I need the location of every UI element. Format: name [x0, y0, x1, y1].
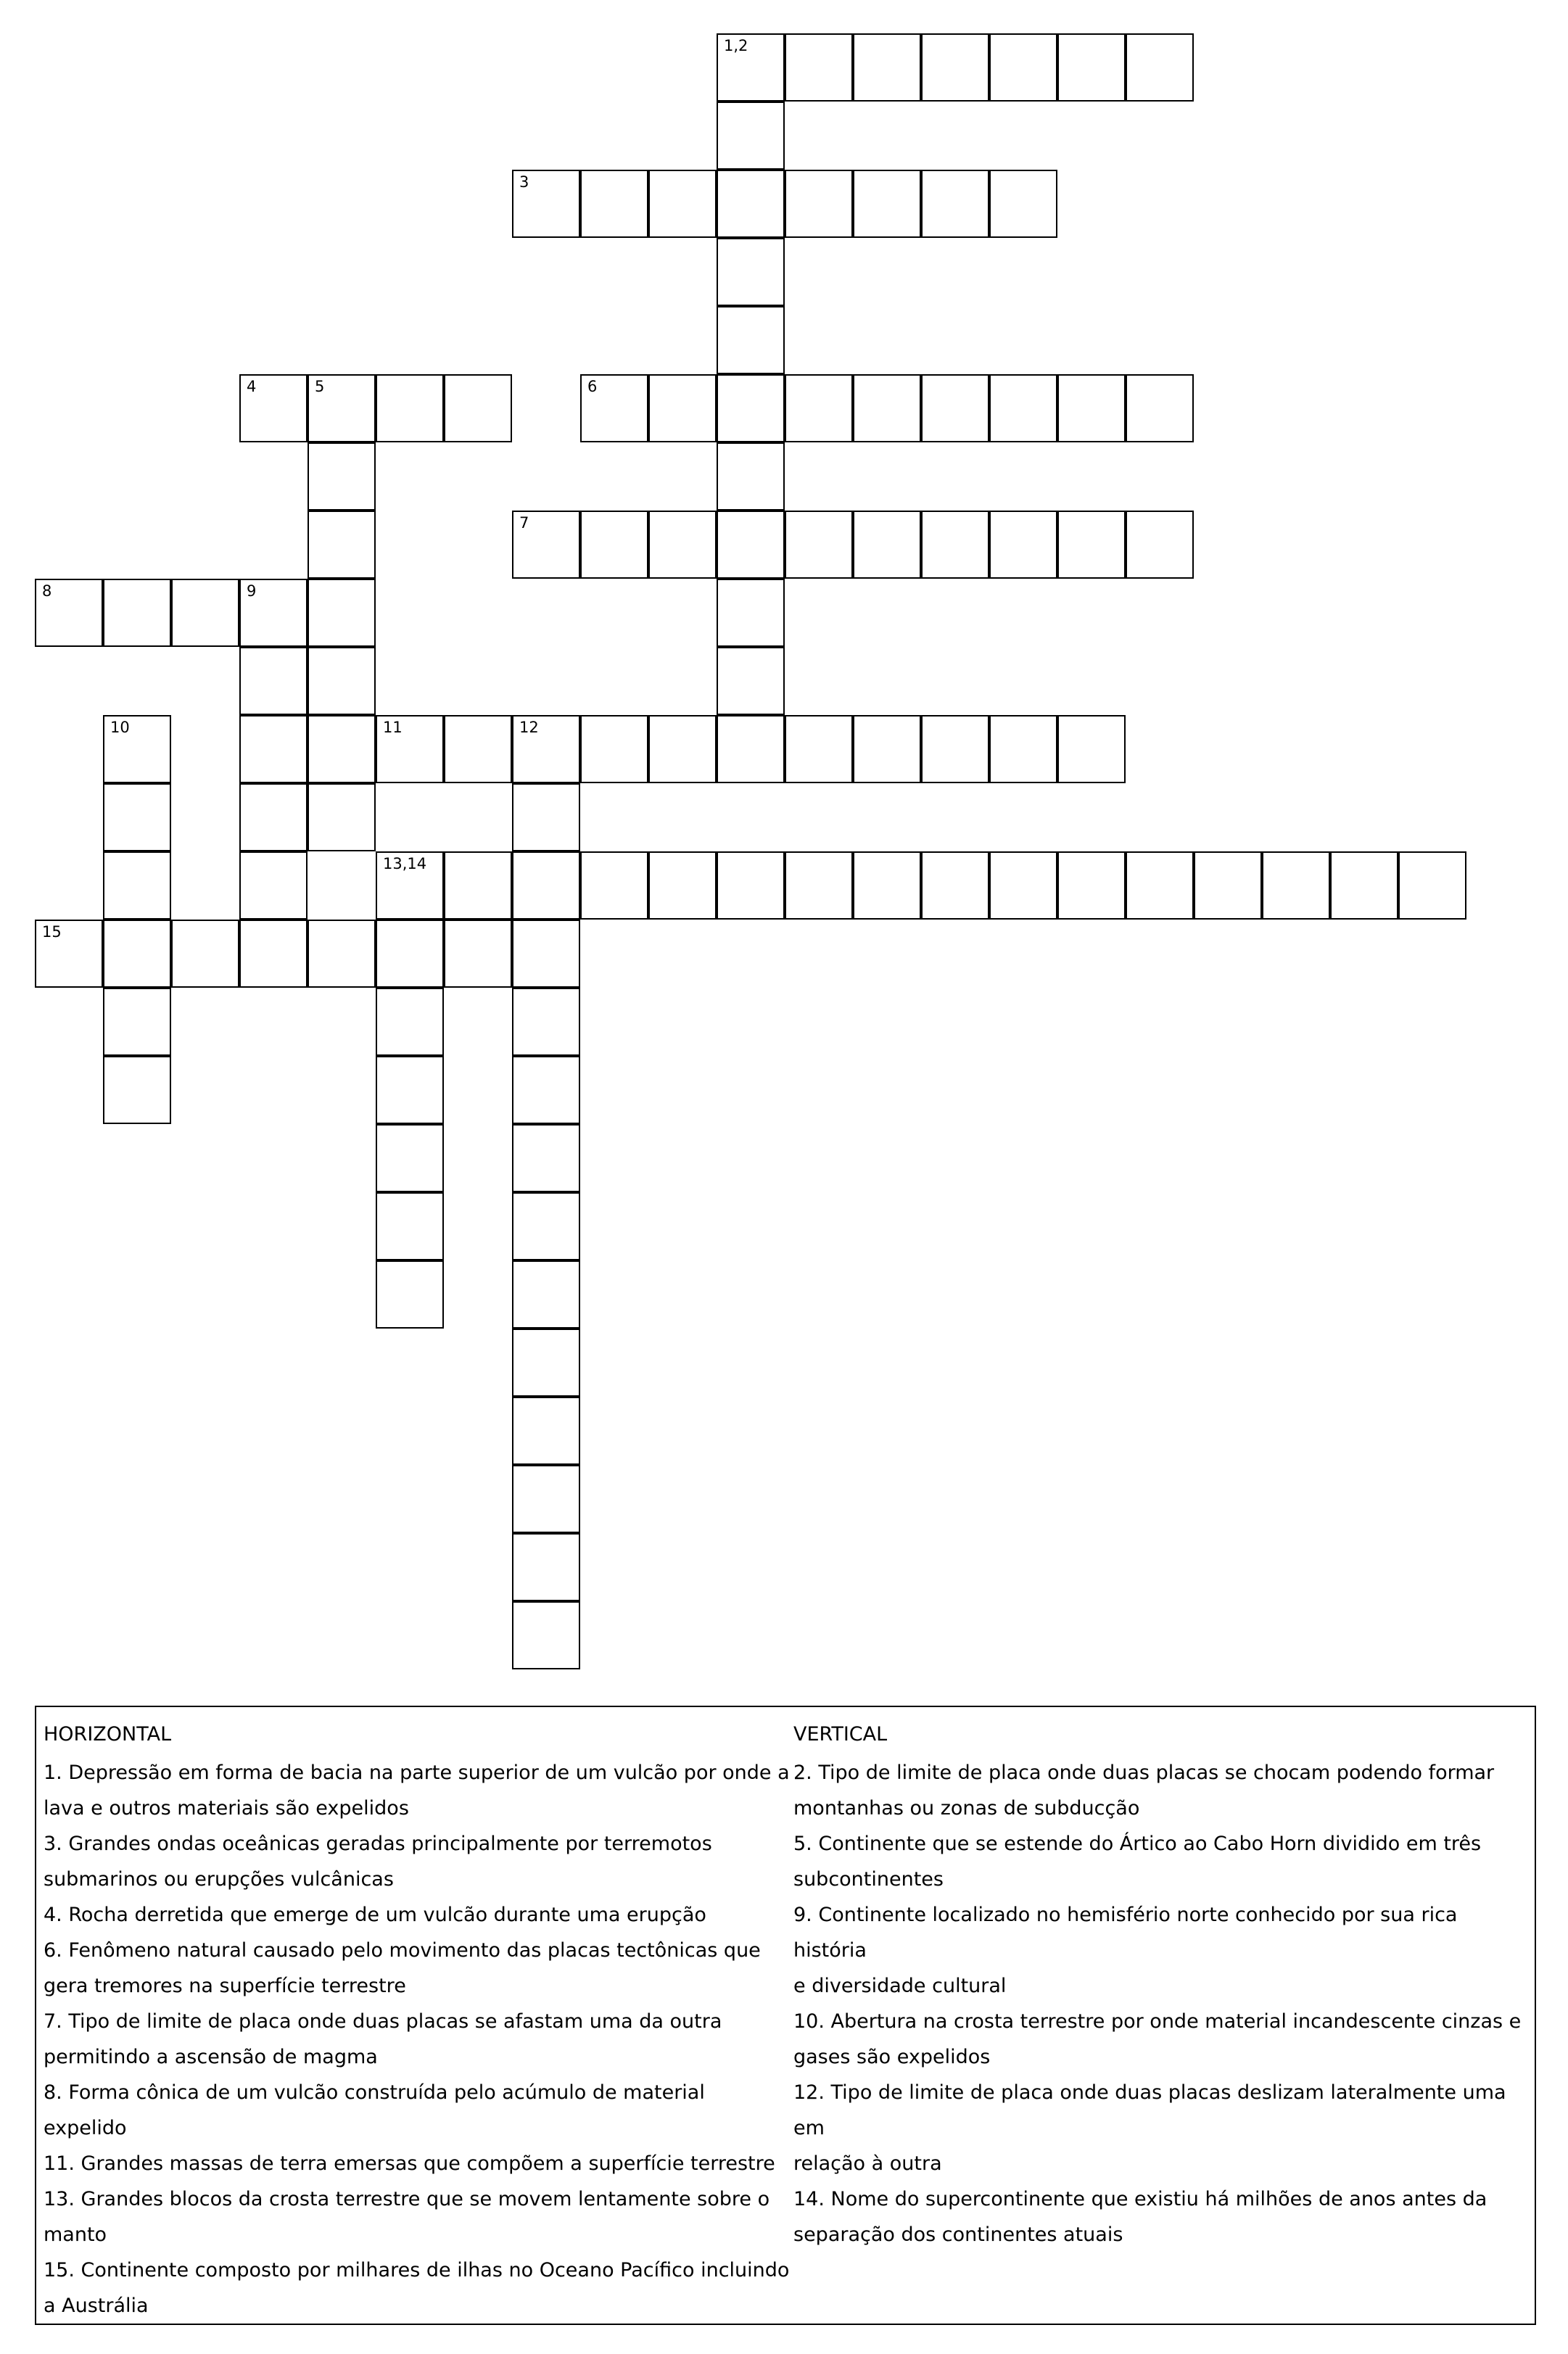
grid-cell[interactable]	[989, 374, 1057, 442]
grid-cell[interactable]	[512, 170, 580, 238]
vertical-clue-line: 2. Tipo de limite de placa onde duas placas se chocam podendo formar	[793, 1762, 1495, 1784]
grid-cell[interactable]	[1126, 851, 1194, 920]
grid-cell[interactable]	[376, 374, 444, 442]
grid-cell[interactable]	[1057, 851, 1126, 920]
horizontal-clue-list	[44, 1755, 791, 2324]
horizontal-clue-line: 3. Grandes ondas oceânicas geradas principalmente por terremotos	[44, 1833, 712, 1855]
grid-cell[interactable]	[512, 1260, 580, 1329]
horizontal-clue-line: a Austrália	[44, 2295, 149, 2317]
grid-cell[interactable]	[171, 579, 239, 647]
clue-number: 12	[519, 719, 539, 736]
grid-cell[interactable]	[103, 988, 171, 1056]
vertical-clue-line: relação à outra	[793, 2152, 942, 2175]
clue-number: 11	[383, 719, 403, 736]
grid-cell[interactable]	[989, 851, 1057, 920]
clue-number: 1,2	[724, 37, 748, 54]
grid-cell[interactable]	[103, 1056, 171, 1124]
grid-cell[interactable]	[512, 715, 580, 783]
grid-cell[interactable]	[512, 1329, 580, 1397]
horizontal-clue-line: 4. Rocha derretida que emerge de um vulcão durante uma erupção	[44, 1904, 706, 1926]
grid-cell[interactable]	[853, 851, 921, 920]
horizontal-clue-line: 13. Grandes blocos da crosta terrestre que se movem lentamente sobre o	[44, 2188, 770, 2210]
grid-cell[interactable]	[308, 783, 376, 851]
grid-cell[interactable]	[921, 511, 989, 579]
grid-cell[interactable]	[717, 102, 785, 170]
grid-cell[interactable]	[785, 374, 853, 442]
grid-cell[interactable]	[376, 715, 444, 783]
grid-cell[interactable]	[717, 170, 785, 238]
grid-cell[interactable]	[512, 1192, 580, 1260]
grid-cell[interactable]	[376, 1124, 444, 1192]
grid-cell[interactable]	[648, 374, 717, 442]
vertical-clue-line: 5. Continente que se estende do Ártico ao Cabo Horn dividido em três	[793, 1833, 1482, 1855]
grid-cell[interactable]	[1126, 33, 1194, 102]
grid-cell[interactable]	[308, 579, 376, 647]
grid-cell[interactable]	[239, 783, 308, 851]
grid-cell[interactable]	[512, 920, 580, 988]
grid-cell[interactable]	[580, 715, 648, 783]
grid-cell[interactable]	[580, 374, 648, 442]
grid-cell[interactable]	[921, 170, 989, 238]
vertical-clue-line: e diversidade cultural	[793, 1975, 1007, 1997]
grid-cell[interactable]	[853, 33, 921, 102]
grid-cell[interactable]	[308, 647, 376, 715]
grid-cell[interactable]	[239, 579, 308, 647]
horizontal-clue-line: 6. Fenômeno natural causado pelo movimento das placas tectônicas que	[44, 1939, 761, 1962]
grid-cell[interactable]	[512, 1124, 580, 1192]
horizontal-clue-line: gera tremores na superfície terrestre	[44, 1975, 406, 1997]
grid-cell[interactable]	[308, 715, 376, 783]
grid-cell[interactable]	[921, 715, 989, 783]
grid-cell[interactable]	[308, 511, 376, 579]
grid-cell[interactable]	[853, 170, 921, 238]
vertical-clue-line: subcontinentes	[793, 1868, 944, 1891]
vertical-heading: VERTICAL	[793, 1723, 888, 1746]
grid-cell[interactable]	[512, 1397, 580, 1465]
vertical-clue-line: 14. Nome do supercontinente que existiu há milhões de anos antes da	[793, 2188, 1487, 2210]
grid-cell[interactable]	[103, 920, 171, 988]
grid-cell[interactable]	[376, 1056, 444, 1124]
clues-box	[35, 1706, 1536, 2325]
grid-cell[interactable]	[512, 1465, 580, 1533]
grid-cell[interactable]	[853, 374, 921, 442]
grid-cell[interactable]	[239, 851, 308, 920]
grid-cell[interactable]	[785, 170, 853, 238]
grid-cell[interactable]	[785, 33, 853, 102]
grid-cell[interactable]	[717, 647, 785, 715]
vertical-clue-list	[793, 1755, 1533, 2252]
grid-cell[interactable]	[989, 170, 1057, 238]
grid-cell[interactable]	[35, 579, 103, 647]
clue-number: 15	[42, 923, 62, 941]
grid-cell[interactable]	[1126, 374, 1194, 442]
grid-cell[interactable]	[1057, 511, 1126, 579]
grid-cell[interactable]	[1330, 851, 1398, 920]
grid-cell[interactable]	[1057, 33, 1126, 102]
horizontal-clue-line: 8. Forma cônica de um vulcão construída pelo acúmulo de material expelido	[44, 2081, 705, 2139]
grid-cell[interactable]	[785, 851, 853, 920]
grid-cell[interactable]	[376, 920, 444, 988]
clue-number: 7	[519, 514, 529, 532]
grid-cell[interactable]	[921, 851, 989, 920]
grid-cell[interactable]	[239, 647, 308, 715]
grid-cell[interactable]	[989, 33, 1057, 102]
grid-cell[interactable]	[1398, 851, 1466, 920]
vertical-clue-line: montanhas ou zonas de subducção	[793, 1797, 1140, 1820]
grid-cell[interactable]	[103, 579, 171, 647]
grid-cell[interactable]	[717, 851, 785, 920]
vertical-clue-line: gases são expelidos	[793, 2046, 991, 2068]
vertical-clue-line: 12. Tipo de limite de placa onde duas placas deslizam lateralmente uma em	[793, 2081, 1506, 2139]
grid-cell[interactable]	[171, 920, 239, 988]
grid-cell[interactable]	[785, 715, 853, 783]
clue-number: 4	[247, 378, 257, 395]
grid-cell[interactable]	[580, 511, 648, 579]
clue-number: 13,14	[383, 855, 427, 872]
grid-cell[interactable]	[239, 715, 308, 783]
horizontal-clue-line: 7. Tipo de limite de placa onde duas placas se afastam uma da outra	[44, 2010, 722, 2033]
grid-cell[interactable]	[308, 442, 376, 511]
grid-cell[interactable]	[717, 511, 785, 579]
horizontal-clue-line: manto	[44, 2223, 107, 2246]
grid-cell[interactable]	[444, 920, 512, 988]
horizontal-clue-line: 1. Depressão em forma de bacia na parte superior de um vulcão por onde a	[44, 1762, 790, 1784]
grid-cell[interactable]	[853, 715, 921, 783]
grid-cell[interactable]	[921, 374, 989, 442]
grid-cell[interactable]	[103, 851, 171, 920]
vertical-clue-line: separação dos continentes atuais	[793, 2223, 1123, 2246]
grid-cell[interactable]	[717, 715, 785, 783]
grid-cell[interactable]	[239, 374, 308, 442]
grid-cell[interactable]	[580, 170, 648, 238]
grid-cell[interactable]	[512, 783, 580, 851]
grid-cell[interactable]	[512, 988, 580, 1056]
clue-number: 5	[315, 378, 325, 395]
grid-cell[interactable]	[444, 374, 512, 442]
grid-cell[interactable]	[1057, 374, 1126, 442]
clue-number: 3	[519, 173, 529, 191]
grid-cell[interactable]	[1262, 851, 1330, 920]
grid-cell[interactable]	[512, 1601, 580, 1669]
grid-cell[interactable]	[717, 579, 785, 647]
grid-cell[interactable]	[853, 511, 921, 579]
grid-cell[interactable]	[376, 851, 444, 920]
vertical-clues-column	[793, 1720, 1533, 2252]
grid-cell[interactable]	[444, 851, 512, 920]
grid-cell[interactable]	[239, 920, 308, 988]
grid-cell[interactable]	[308, 374, 376, 442]
grid-cell[interactable]	[308, 920, 376, 988]
grid-cell[interactable]	[1194, 851, 1262, 920]
grid-cell[interactable]	[376, 1260, 444, 1329]
grid-cell[interactable]	[35, 920, 103, 988]
horizontal-clue-line: permitindo a ascensão de magma	[44, 2046, 378, 2068]
grid-cell[interactable]	[717, 238, 785, 306]
grid-cell[interactable]	[376, 1192, 444, 1260]
horizontal-clue-line: 11. Grandes massas de terra emersas que compõem a superfície terrestre	[44, 2152, 775, 2175]
grid-cell[interactable]	[376, 988, 444, 1056]
horizontal-clues-column	[44, 1720, 791, 2324]
vertical-clue-line: 9. Continente localizado no hemisfério norte conhecido por sua rica história	[793, 1904, 1458, 1962]
grid-cell[interactable]	[717, 374, 785, 442]
grid-cell[interactable]	[512, 511, 580, 579]
grid-cell[interactable]	[989, 715, 1057, 783]
clue-number: 8	[42, 582, 52, 600]
vertical-clue-line: 10. Abertura na crosta terrestre por onde material incandescente cinzas e	[793, 2010, 1522, 2033]
horizontal-clue-line: lava e outros materiais são expelidos	[44, 1797, 409, 1820]
grid-cell[interactable]	[512, 851, 580, 920]
grid-cell[interactable]	[648, 851, 717, 920]
grid-cell[interactable]	[1126, 511, 1194, 579]
grid-cell[interactable]	[1057, 715, 1126, 783]
clue-number: 9	[247, 582, 257, 600]
grid-cell[interactable]	[921, 33, 989, 102]
grid-cell[interactable]	[444, 715, 512, 783]
grid-cell[interactable]	[512, 1056, 580, 1124]
horizontal-clue-line: 15. Continente composto por milhares de ilhas no Oceano Pacífico incluindo	[44, 2259, 790, 2281]
grid-cell[interactable]	[103, 715, 171, 783]
grid-cell[interactable]	[648, 170, 717, 238]
grid-cell[interactable]	[989, 511, 1057, 579]
grid-cell[interactable]	[648, 715, 717, 783]
grid-cell[interactable]	[785, 511, 853, 579]
grid-cell[interactable]	[717, 442, 785, 511]
horizontal-clue-line: submarinos ou erupções vulcânicas	[44, 1868, 394, 1891]
grid-cell[interactable]	[103, 783, 171, 851]
grid-cell[interactable]	[717, 306, 785, 374]
grid-cell[interactable]	[717, 33, 785, 102]
horizontal-heading: HORIZONTAL	[44, 1723, 172, 1746]
grid-cell[interactable]	[580, 851, 648, 920]
clue-number: 10	[110, 719, 130, 736]
clue-number: 6	[587, 378, 598, 395]
grid-cell[interactable]	[648, 511, 717, 579]
grid-cell[interactable]	[512, 1533, 580, 1601]
